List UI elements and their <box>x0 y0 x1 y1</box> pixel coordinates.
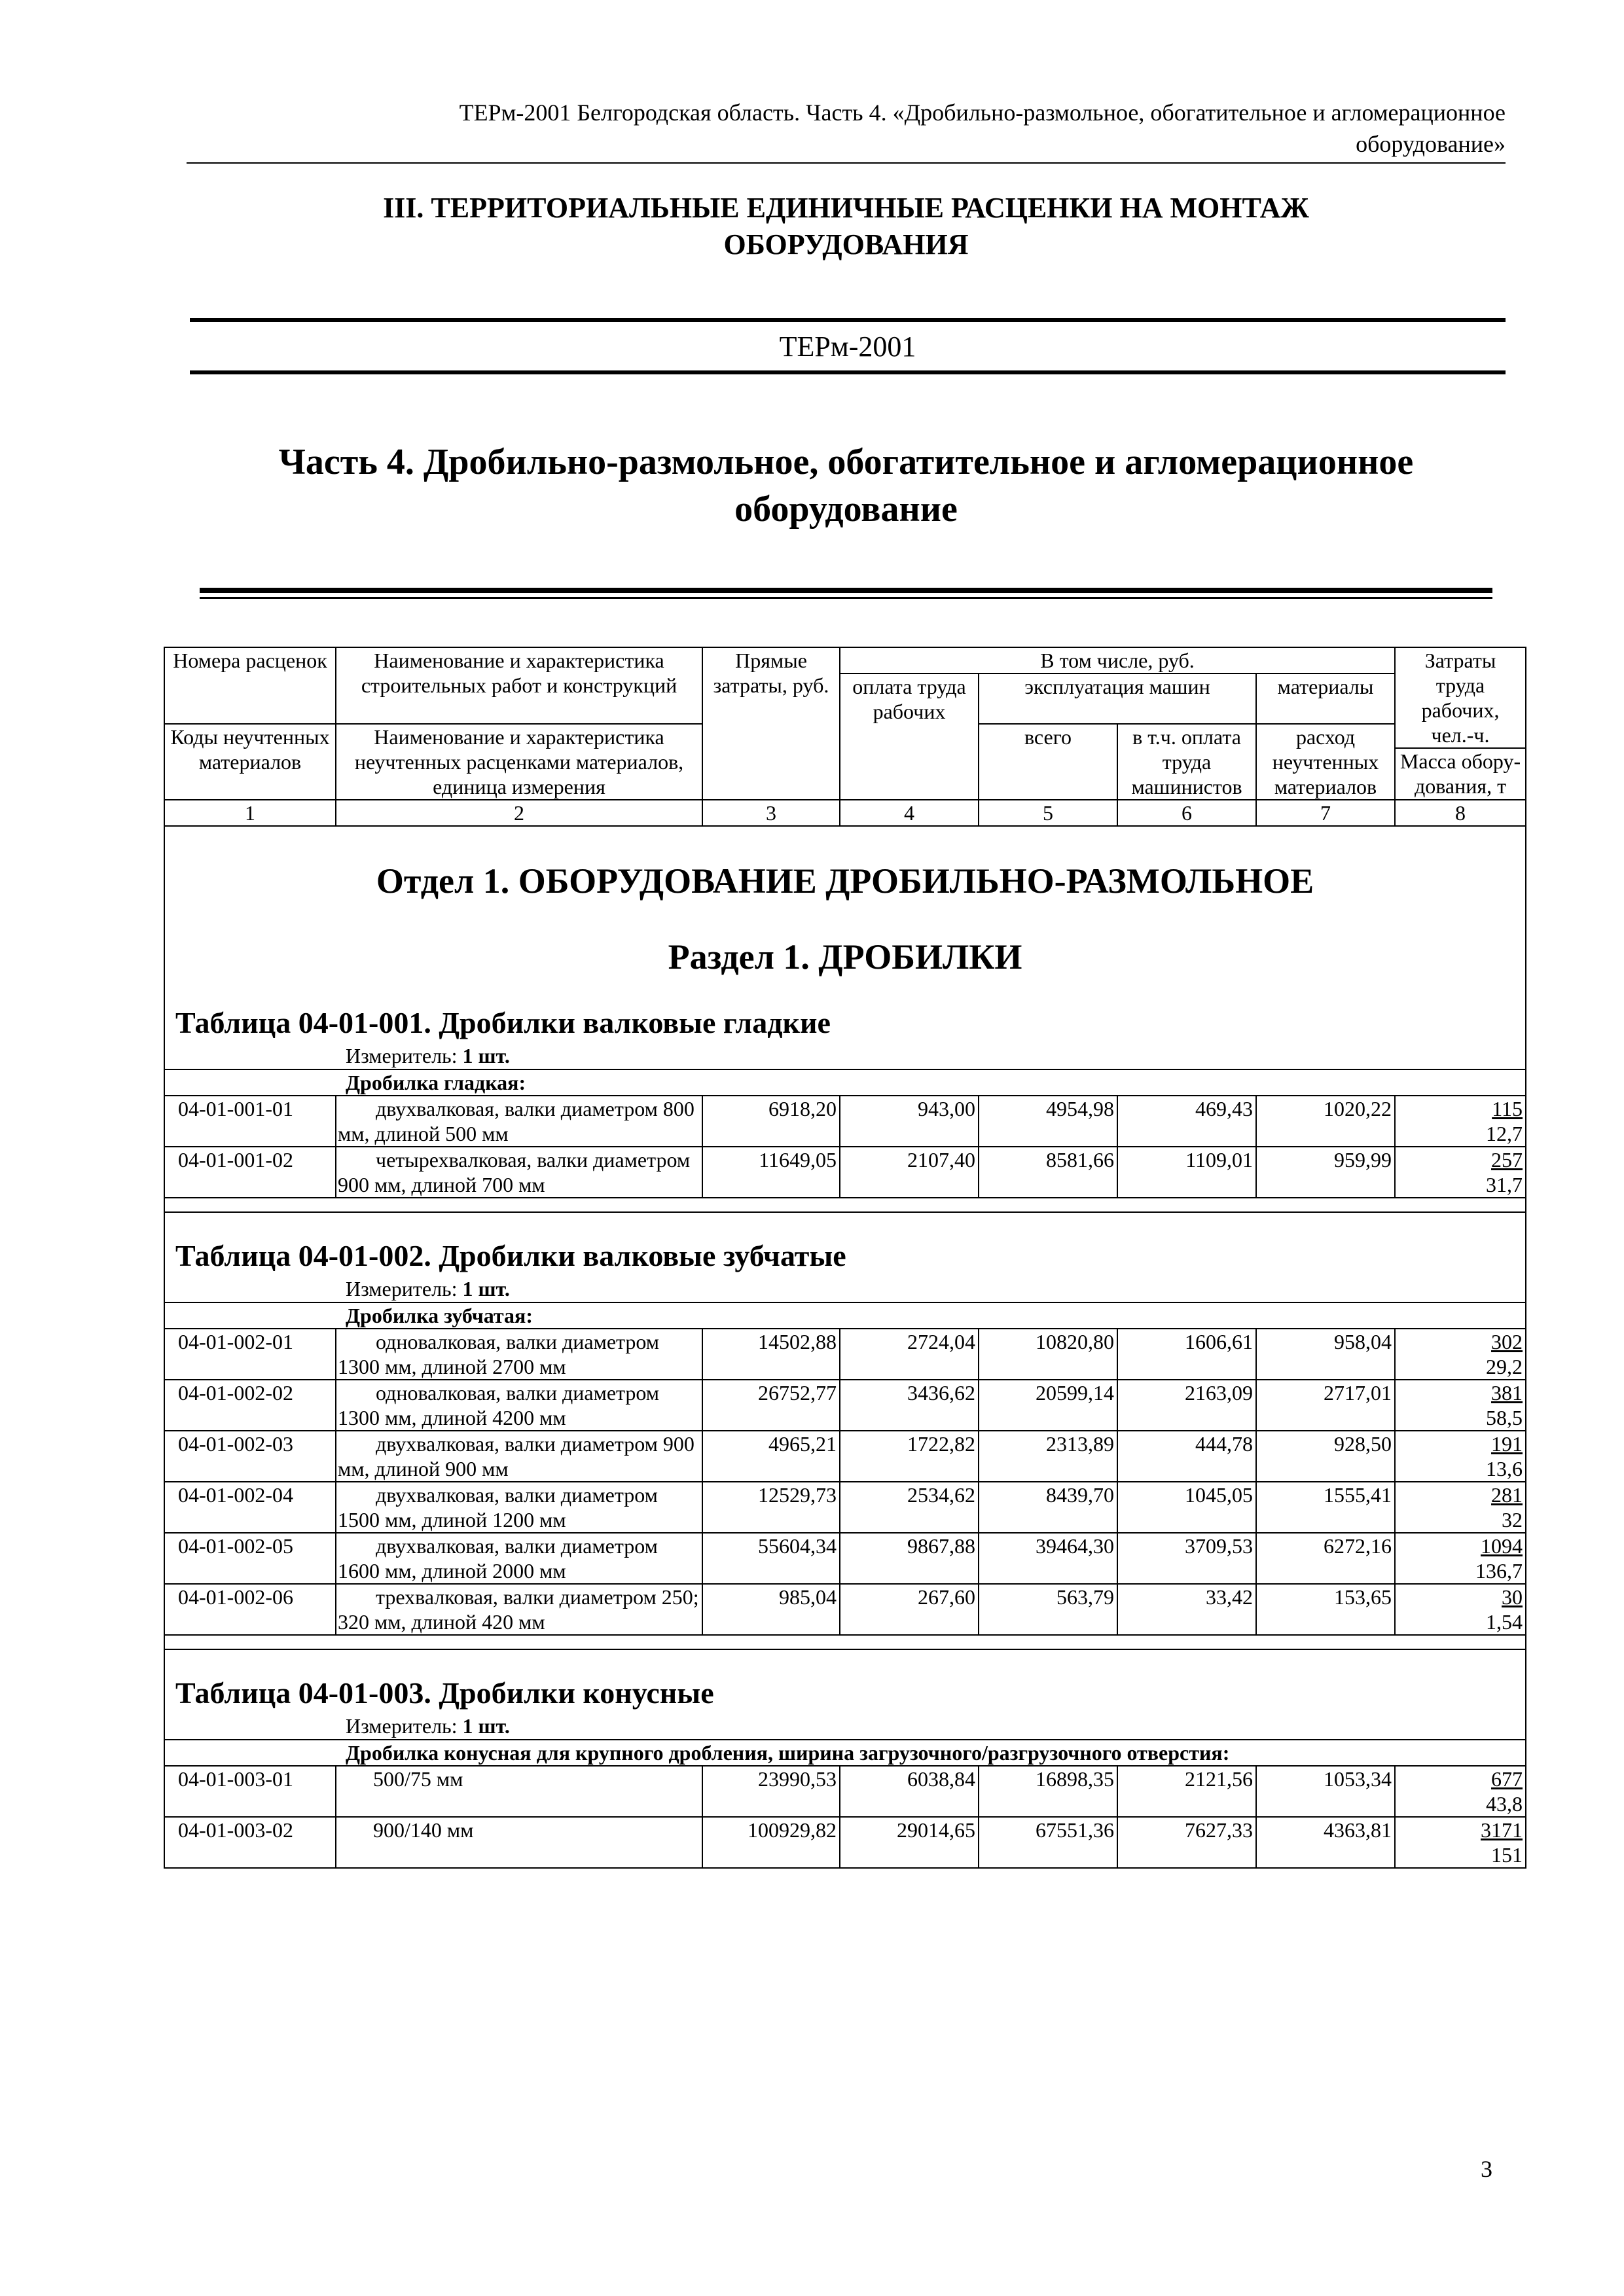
rate-code: 04-01-001-01 <box>164 1096 336 1147</box>
machinists-pay: 469,43 <box>1117 1096 1256 1147</box>
section-heading-cell <box>164 826 1526 980</box>
table-row <box>164 1329 1526 1380</box>
equipment-mass: 43,8 <box>1486 1792 1523 1816</box>
unit-value: 1 шт. <box>462 1714 510 1738</box>
work-name: одновалковая, валки диаметром 1300 мм, длиной 4200 мм <box>336 1380 702 1431</box>
machines-total: 4954,98 <box>979 1096 1117 1147</box>
part-heading-line1: III. ТЕРРИТОРИАЛЬНЫЕ ЕДИНИЧНЫЕ РАСЦЕНКИ НА МОНТАЖ <box>383 192 1309 224</box>
column-number: 4 <box>840 800 979 826</box>
unit-line <box>165 1276 1525 1302</box>
labor-and-mass <box>1395 1482 1526 1533</box>
unit-line <box>165 1043 1525 1069</box>
unit-value: 1 шт. <box>462 1044 510 1067</box>
machines-total: 2313,89 <box>979 1431 1117 1482</box>
table-row <box>164 1584 1526 1635</box>
header-machines: эксплуатация машин <box>979 673 1256 724</box>
machinists-pay: 3709,53 <box>1117 1533 1256 1584</box>
equipment-mass: 13,6 <box>1486 1457 1523 1480</box>
column-number: 1 <box>164 800 336 826</box>
machinists-pay: 1045,05 <box>1117 1482 1256 1533</box>
table-row <box>164 1482 1526 1533</box>
machinists-pay: 2163,09 <box>1117 1380 1256 1431</box>
materials-cost: 1020,22 <box>1256 1096 1395 1147</box>
machines-total: 67551,36 <box>979 1817 1117 1868</box>
machinists-pay: 1109,01 <box>1117 1147 1256 1198</box>
labor-and-mass <box>1395 1431 1526 1482</box>
labor-and-mass <box>1395 1096 1526 1147</box>
machinists-pay: 7627,33 <box>1117 1817 1256 1868</box>
header-col5: всего <box>979 724 1117 800</box>
equipment-mass: 29,2 <box>1486 1355 1523 1378</box>
table-row <box>164 1766 1526 1817</box>
header-col8-top: Затраты труда рабочих, чел.-ч. <box>1395 647 1526 748</box>
work-name: 500/75 мм <box>336 1766 702 1817</box>
labor-hours: 257 <box>1491 1148 1523 1172</box>
table-title-cell <box>164 1212 1526 1302</box>
equipment-mass: 136,7 <box>1475 1559 1523 1583</box>
labor-hours: 115 <box>1492 1097 1523 1121</box>
header-col1-bottom: Коды неучтенных материалов <box>164 724 336 800</box>
labor-hours: 3171 <box>1481 1818 1523 1842</box>
machines-total: 8581,66 <box>979 1147 1117 1198</box>
unit-label: Измеритель: <box>346 1714 458 1738</box>
header-incl: В том числе, руб. <box>840 647 1395 673</box>
table-row <box>164 1380 1526 1431</box>
part-heading-line2: ОБОРУДОВАНИЯ <box>723 228 969 260</box>
labor-and-mass <box>1395 1533 1526 1584</box>
work-name: двухвалковая, валки диаметром 800 мм, длиной 500 мм <box>336 1096 702 1147</box>
header-col3: Прямые затраты, руб. <box>702 647 840 800</box>
header-col6: в т.ч. оплата труда машинистов <box>1117 724 1256 800</box>
materials-cost: 958,04 <box>1256 1329 1395 1380</box>
direct-costs: 23990,53 <box>702 1766 840 1817</box>
table-title: Таблица 04-01-001. Дробилки валковые гладкие <box>175 1006 831 1039</box>
labor-and-mass <box>1395 1584 1526 1635</box>
chapter-title-line2: оборудование <box>734 489 958 529</box>
direct-costs: 26752,77 <box>702 1380 840 1431</box>
direct-costs: 985,04 <box>702 1584 840 1635</box>
machines-total: 16898,35 <box>979 1766 1117 1817</box>
direct-costs: 6918,20 <box>702 1096 840 1147</box>
materials-cost: 2717,01 <box>1256 1380 1395 1431</box>
direct-costs: 55604,34 <box>702 1533 840 1584</box>
rate-code: 04-01-002-05 <box>164 1533 336 1584</box>
column-number: 7 <box>1256 800 1395 826</box>
work-name: одновалковая, валки диаметром 1300 мм, длиной 2700 мм <box>336 1329 702 1380</box>
group-title: Дробилка конусная для крупного дробления, ширина загрузочного/разгрузочного отверстия: <box>164 1740 1526 1766</box>
column-number: 2 <box>336 800 702 826</box>
labor-and-mass <box>1395 1766 1526 1817</box>
equipment-mass: 12,7 <box>1486 1122 1523 1145</box>
running-header-line2: оборудование» <box>1356 131 1506 157</box>
group-title: Дробилка гладкая: <box>164 1069 1526 1096</box>
equipment-mass: 58,5 <box>1486 1406 1523 1429</box>
table-row <box>164 1147 1526 1198</box>
labor-and-mass <box>1395 1817 1526 1868</box>
equipment-mass: 151 <box>1491 1843 1523 1867</box>
labor-hours: 281 <box>1491 1483 1523 1507</box>
labor-pay: 6038,84 <box>840 1766 979 1817</box>
header-materials: материалы <box>1256 673 1395 724</box>
term-rule-bottom <box>190 370 1506 374</box>
header-col2-top: Наименование и характеристика строительных работ и конструкций <box>336 647 702 724</box>
work-name: 900/140 мм <box>336 1817 702 1868</box>
labor-hours: 30 <box>1502 1585 1523 1609</box>
table-row <box>164 1817 1526 1868</box>
labor-hours: 191 <box>1491 1432 1523 1456</box>
table-title-cell <box>164 1649 1526 1740</box>
page-number: 3 <box>1481 2156 1492 2182</box>
header-col4: оплата труда рабочих <box>840 673 979 800</box>
work-name: четырехвалковая, валки диаметром 900 мм, длиной 700 мм <box>336 1147 702 1198</box>
group-title: Дробилка зубчатая: <box>164 1302 1526 1329</box>
rate-code: 04-01-002-06 <box>164 1584 336 1635</box>
labor-pay: 9867,88 <box>840 1533 979 1584</box>
double-rule-thin <box>200 597 1492 599</box>
machines-total: 39464,30 <box>979 1533 1117 1584</box>
rate-code: 04-01-001-02 <box>164 1147 336 1198</box>
labor-hours: 302 <box>1491 1330 1523 1354</box>
labor-pay: 3436,62 <box>840 1380 979 1431</box>
table-title: Таблица 04-01-003. Дробилки конусные <box>175 1676 714 1710</box>
machinists-pay: 33,42 <box>1117 1584 1256 1635</box>
direct-costs: 4965,21 <box>702 1431 840 1482</box>
column-number: 8 <box>1395 800 1526 826</box>
materials-cost: 928,50 <box>1256 1431 1395 1482</box>
direct-costs: 100929,82 <box>702 1817 840 1868</box>
otdel-title: Отдел 1. ОБОРУДОВАНИЕ ДРОБИЛЬНО-РАЗМОЛЬНОЕ <box>376 861 1314 901</box>
labor-and-mass <box>1395 1147 1526 1198</box>
rate-code: 04-01-003-01 <box>164 1766 336 1817</box>
rate-code: 04-01-002-02 <box>164 1380 336 1431</box>
labor-pay: 2534,62 <box>840 1482 979 1533</box>
labor-pay: 2724,04 <box>840 1329 979 1380</box>
labor-hours: 677 <box>1491 1767 1523 1791</box>
machines-total: 8439,70 <box>979 1482 1117 1533</box>
work-name: двухвалковая, валки диаметром 1600 мм, длиной 2000 мм <box>336 1533 702 1584</box>
table-row <box>164 1096 1526 1147</box>
materials-cost: 6272,16 <box>1256 1533 1395 1584</box>
rate-code: 04-01-002-04 <box>164 1482 336 1533</box>
chapter-title <box>187 439 1506 533</box>
rate-code: 04-01-002-03 <box>164 1431 336 1482</box>
rates-table <box>164 647 1526 1869</box>
direct-costs: 11649,05 <box>702 1147 840 1198</box>
labor-pay: 1722,82 <box>840 1431 979 1482</box>
labor-pay: 267,60 <box>840 1584 979 1635</box>
labor-hours: 381 <box>1491 1381 1523 1405</box>
term-rule-top <box>190 318 1506 322</box>
header-col2-bottom: Наименование и характеристика неучтенных расценками материалов, единица измерения <box>336 724 702 800</box>
term-title: ТЕРм-2001 <box>779 331 916 363</box>
direct-costs: 12529,73 <box>702 1482 840 1533</box>
materials-cost: 1555,41 <box>1256 1482 1395 1533</box>
machinists-pay: 1606,61 <box>1117 1329 1256 1380</box>
unit-label: Измеритель: <box>346 1277 458 1300</box>
column-number: 6 <box>1117 800 1256 826</box>
header-col7: расход неучтенных материалов <box>1256 724 1395 800</box>
labor-and-mass <box>1395 1329 1526 1380</box>
table-spacer <box>164 1635 1526 1649</box>
column-number: 5 <box>979 800 1117 826</box>
table-row <box>164 1533 1526 1584</box>
double-rule-thick <box>200 588 1492 593</box>
labor-pay: 2107,40 <box>840 1147 979 1198</box>
direct-costs: 14502,88 <box>702 1329 840 1380</box>
header-col1-top: Номера расценок <box>164 647 336 724</box>
machinists-pay: 2121,56 <box>1117 1766 1256 1817</box>
equipment-mass: 1,54 <box>1486 1610 1523 1634</box>
running-header-line1: ТЕРм-2001 Белгородская область. Часть 4. «Дробильно-размольное, обогатительное и агломерационное <box>459 99 1506 126</box>
table-spacer <box>164 1198 1526 1212</box>
column-number: 3 <box>702 800 840 826</box>
unit-label: Измеритель: <box>346 1044 458 1067</box>
chapter-title-line1: Часть 4. Дробильно-размольное, обогатительное и агломерационное <box>278 442 1414 482</box>
rate-code: 04-01-003-02 <box>164 1817 336 1868</box>
running-header <box>187 97 1506 164</box>
part-heading <box>187 190 1506 263</box>
rate-code: 04-01-002-01 <box>164 1329 336 1380</box>
materials-cost: 959,99 <box>1256 1147 1395 1198</box>
unit-value: 1 шт. <box>462 1277 510 1300</box>
machines-total: 10820,80 <box>979 1329 1117 1380</box>
labor-hours: 1094 <box>1481 1534 1523 1558</box>
table-title: Таблица 04-01-002. Дробилки валковые зубчатые <box>175 1239 846 1272</box>
machines-total: 563,79 <box>979 1584 1117 1635</box>
labor-and-mass <box>1395 1380 1526 1431</box>
machinists-pay: 444,78 <box>1117 1431 1256 1482</box>
equipment-mass: 32 <box>1502 1508 1523 1532</box>
materials-cost: 1053,34 <box>1256 1766 1395 1817</box>
labor-pay: 943,00 <box>840 1096 979 1147</box>
machines-total: 20599,14 <box>979 1380 1117 1431</box>
materials-cost: 153,65 <box>1256 1584 1395 1635</box>
razdel-title: Раздел 1. ДРОБИЛКИ <box>668 937 1022 977</box>
table-title-cell <box>164 980 1526 1069</box>
labor-pay: 29014,65 <box>840 1817 979 1868</box>
table-row <box>164 1431 1526 1482</box>
header-col8-bottom: Масса обору-дования, т <box>1395 748 1526 800</box>
work-name: двухвалковая, валки диаметром 900 мм, длиной 900 мм <box>336 1431 702 1482</box>
materials-cost: 4363,81 <box>1256 1817 1395 1868</box>
work-name: двухвалковая, валки диаметром 1500 мм, длиной 1200 мм <box>336 1482 702 1533</box>
work-name: трехвалковая, валки диаметром 250; 320 мм, длиной 420 мм <box>336 1584 702 1635</box>
unit-line <box>165 1713 1525 1739</box>
equipment-mass: 31,7 <box>1486 1173 1523 1196</box>
